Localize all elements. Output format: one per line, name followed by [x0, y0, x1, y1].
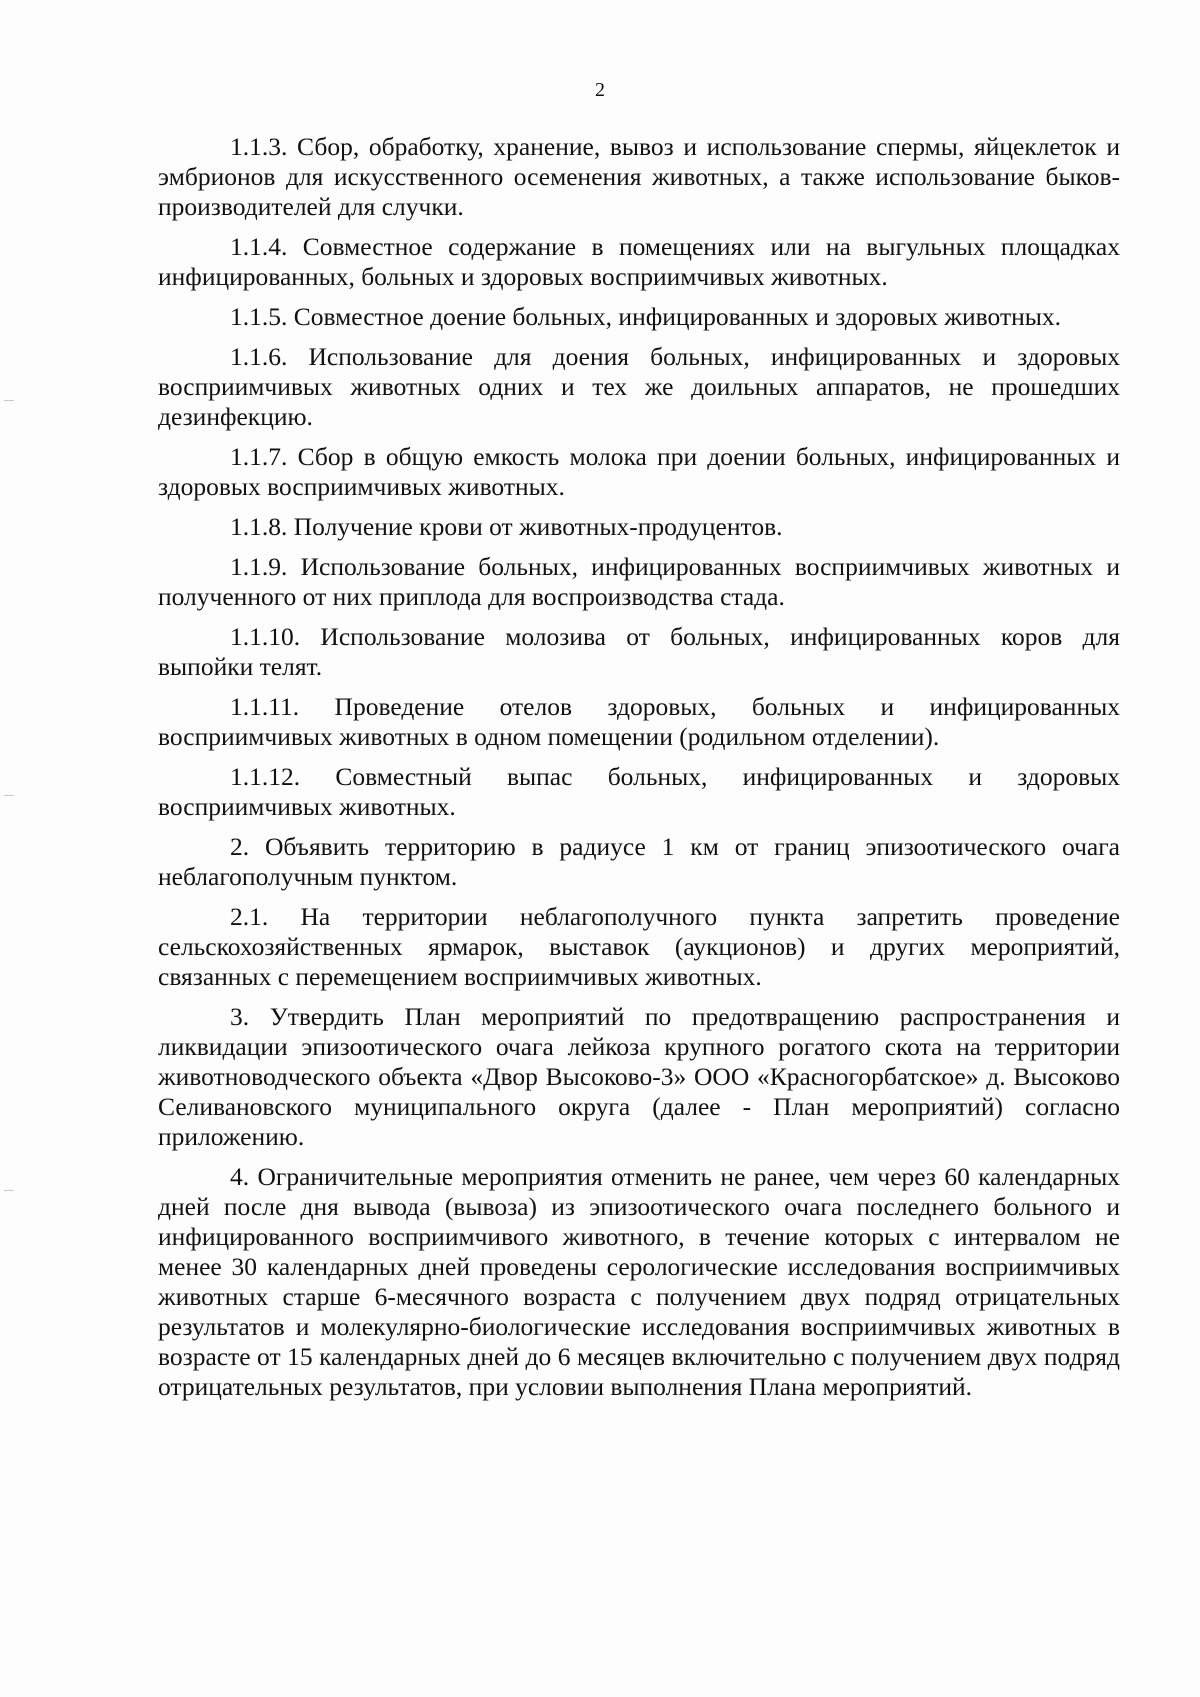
paragraph-1-1-3: 1.1.3. Сбор, обработку, хранение, вывоз и использование спермы, яйцеклеток и эмбрионов для искусственного осеменения животных, а также использование быков-производителей для случки.: [158, 132, 1120, 221]
paragraph-4: 4. Ограничительные мероприятия отменить не ранее, чем через 60 календарных дней после дня вывода (вывоза) из эпизоотического очага последнего больного и инфицированного восприимчивого животного, в течение которых с интервалом не менее 30 календарных дней проведены серологические исследования восприимчивых животных старше 6-месячного возраста с получением двух подряд отрицательных результатов и молекулярно-биологические исследования восприимчивых животных в возрасте от 15 календарных дней до 6 месяцев включительно с получением двух подряд отрицательных результатов, при условии выполнения Плана мероприятий.: [158, 1162, 1120, 1401]
scan-artifact: [4, 400, 14, 401]
paragraph-1-1-7: 1.1.7. Сбор в общую емкость молока при доении больных, инфицированных и здоровых восприимчивых животных.: [158, 442, 1120, 501]
paragraph-2: 2. Объявить территорию в радиусе 1 км от границ эпизоотического очага неблагополучным пунктом.: [158, 832, 1120, 891]
paragraph-1-1-10: 1.1.10. Использование молозива от больных, инфицированных коров для выпойки телят.: [158, 622, 1120, 681]
page-number: 2: [595, 79, 605, 101]
document-body: [158, 132, 1120, 1412]
scan-artifact: [4, 1190, 14, 1191]
paragraph-1-1-5: 1.1.5. Совместное доение больных, инфицированных и здоровых животных.: [230, 302, 1062, 331]
paragraph-1-1-11: 1.1.11. Проведение отелов здоровых, больных и инфицированных восприимчивых животных в одном помещении (родильном отделении).: [158, 692, 1120, 751]
paragraph-1-1-9: 1.1.9. Использование больных, инфицированных восприимчивых животных и полученного от них приплода для воспроизводства стада.: [158, 552, 1120, 611]
scan-artifact: [4, 795, 14, 796]
paragraph-3: 3. Утвердить План мероприятий по предотвращению распространения и ликвидации эпизоотического очага лейкоза крупного рогатого скота на территории животноводческого объекта «Двор Высоково-3» ООО «Красногорбатское» д. Высоково Селивановского муниципального округа (далее - План мероприятий) согласно приложению.: [158, 1002, 1120, 1151]
paragraph-2-1: 2.1. На территории неблагополучного пункта запретить проведение сельскохозяйственных ярмарок, выставок (аукционов) и других мероприятий, связанных с перемещением восприимчивых животных.: [158, 902, 1120, 991]
paragraph-1-1-6: 1.1.6. Использование для доения больных, инфицированных и здоровых восприимчивых животных одних и тех же доильных аппаратов, не прошедших дезинфекцию.: [158, 342, 1120, 431]
paragraph-1-1-12: 1.1.12. Совместный выпас больных, инфицированных и здоровых восприимчивых животных.: [158, 762, 1120, 821]
paragraph-1-1-4: 1.1.4. Совместное содержание в помещениях или на выгульных площадках инфицированных, больных и здоровых восприимчивых животных.: [158, 232, 1120, 291]
paragraph-1-1-8: 1.1.8. Получение крови от животных-продуцентов.: [230, 512, 783, 541]
